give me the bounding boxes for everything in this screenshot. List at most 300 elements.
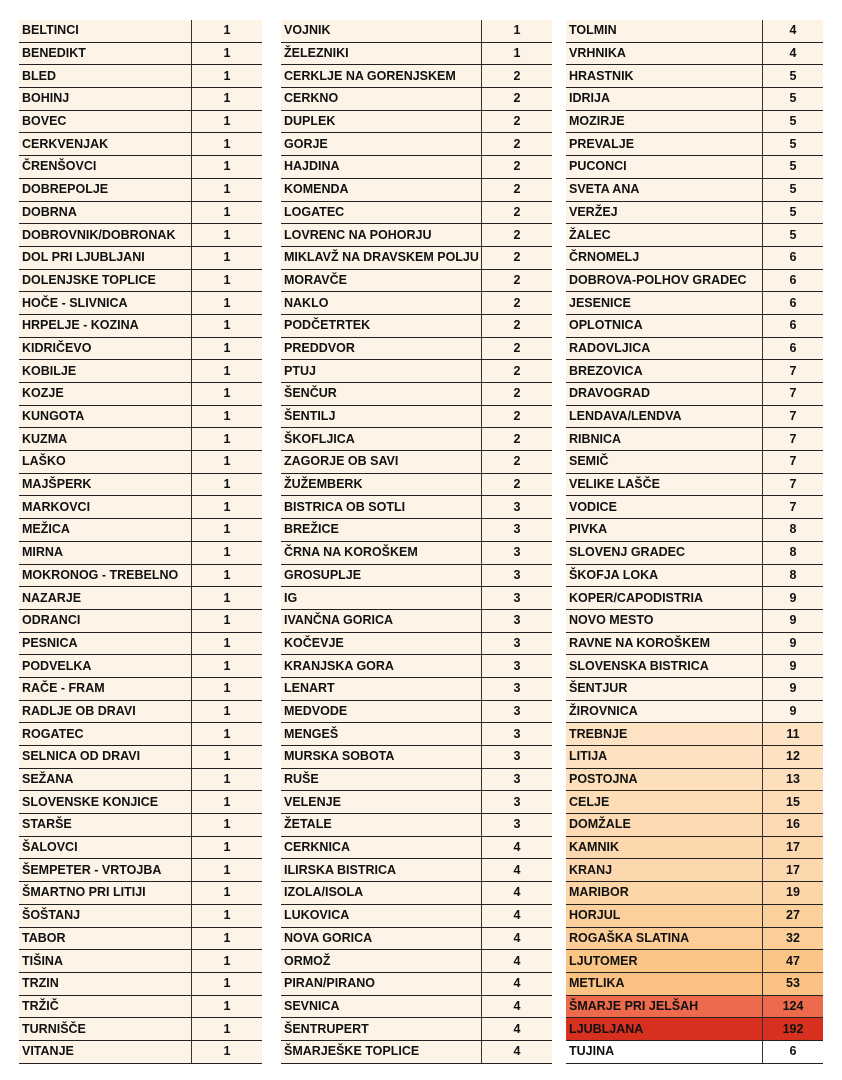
municipality-name: JESENICE bbox=[566, 292, 763, 315]
table-row bbox=[281, 360, 552, 383]
municipality-name: MARIBOR bbox=[566, 882, 763, 905]
table-row bbox=[566, 360, 823, 383]
table-row bbox=[566, 110, 823, 133]
municipality-name: VERŽEJ bbox=[566, 201, 763, 224]
table-row bbox=[566, 995, 823, 1018]
case-count: 1 bbox=[192, 246, 263, 269]
table-row bbox=[281, 814, 552, 837]
table-row bbox=[281, 246, 552, 269]
table-row bbox=[281, 519, 552, 542]
table-row bbox=[19, 700, 262, 723]
municipality-name: ŠENTILJ bbox=[281, 405, 482, 428]
case-count: 1 bbox=[192, 882, 263, 905]
table-column-2 bbox=[281, 20, 552, 1064]
table-row bbox=[19, 882, 262, 905]
municipality-name: VODICE bbox=[566, 496, 763, 519]
municipality-name: ŠMARJE PRI JELŠAH bbox=[566, 995, 763, 1018]
table-row bbox=[566, 337, 823, 360]
case-count: 4 bbox=[763, 42, 824, 65]
table-row bbox=[19, 655, 262, 678]
case-count: 7 bbox=[763, 451, 824, 474]
table-row bbox=[19, 904, 262, 927]
table-column-1 bbox=[19, 20, 262, 1064]
case-count: 1 bbox=[192, 700, 263, 723]
case-count: 2 bbox=[482, 246, 553, 269]
table-row bbox=[566, 814, 823, 837]
table-row bbox=[281, 632, 552, 655]
municipality-name: TIŠINA bbox=[19, 950, 192, 973]
municipality-name: MIKLAVŽ NA DRAVSKEM POLJU bbox=[281, 246, 482, 269]
case-count: 5 bbox=[763, 156, 824, 179]
table-row bbox=[566, 632, 823, 655]
case-count: 3 bbox=[482, 677, 553, 700]
table-row bbox=[281, 65, 552, 88]
table-row bbox=[19, 224, 262, 247]
table-row bbox=[19, 723, 262, 746]
municipality-name: NAKLO bbox=[281, 292, 482, 315]
case-count: 19 bbox=[763, 882, 824, 905]
table-row bbox=[281, 292, 552, 315]
municipality-name: TABOR bbox=[19, 927, 192, 950]
municipality-name: NAZARJE bbox=[19, 587, 192, 610]
municipality-table-1 bbox=[19, 20, 262, 1064]
table-row bbox=[281, 655, 552, 678]
municipality-name: ILIRSKA BISTRICA bbox=[281, 859, 482, 882]
table-row bbox=[566, 42, 823, 65]
municipality-name: SLOVENSKE KONJICE bbox=[19, 791, 192, 814]
table-row bbox=[19, 768, 262, 791]
table-row bbox=[19, 677, 262, 700]
case-count: 17 bbox=[763, 836, 824, 859]
case-count: 6 bbox=[763, 292, 824, 315]
table-row bbox=[19, 859, 262, 882]
municipality-name: PIVKA bbox=[566, 519, 763, 542]
case-count: 3 bbox=[482, 746, 553, 769]
case-count: 5 bbox=[763, 110, 824, 133]
table-row bbox=[566, 746, 823, 769]
table-row bbox=[19, 496, 262, 519]
municipality-name: STARŠE bbox=[19, 814, 192, 837]
table-row bbox=[19, 110, 262, 133]
municipality-name: MEDVODE bbox=[281, 700, 482, 723]
municipality-name: ŠENČUR bbox=[281, 383, 482, 406]
municipality-name: BELTINCI bbox=[19, 20, 192, 42]
municipality-name: BOVEC bbox=[19, 110, 192, 133]
case-count: 2 bbox=[482, 178, 553, 201]
municipality-name: ŠMARJEŠKE TOPLICE bbox=[281, 1040, 482, 1063]
municipality-name: RAČE - FRAM bbox=[19, 677, 192, 700]
municipality-name: ŠENTJUR bbox=[566, 677, 763, 700]
table-row bbox=[281, 836, 552, 859]
case-count: 3 bbox=[482, 519, 553, 542]
table-row bbox=[19, 201, 262, 224]
municipality-name: BLED bbox=[19, 65, 192, 88]
municipality-name: LOVRENC NA POHORJU bbox=[281, 224, 482, 247]
case-count: 1 bbox=[192, 110, 263, 133]
table-row bbox=[566, 791, 823, 814]
case-count: 1 bbox=[192, 677, 263, 700]
case-count: 1 bbox=[192, 950, 263, 973]
table-row bbox=[566, 383, 823, 406]
case-count: 2 bbox=[482, 451, 553, 474]
municipality-table-2 bbox=[281, 20, 552, 1064]
case-count: 2 bbox=[482, 337, 553, 360]
table-row bbox=[281, 337, 552, 360]
table-row bbox=[19, 814, 262, 837]
table-row bbox=[281, 496, 552, 519]
case-count: 5 bbox=[763, 88, 824, 111]
case-count: 2 bbox=[482, 224, 553, 247]
municipality-name: SVETA ANA bbox=[566, 178, 763, 201]
table-row bbox=[566, 178, 823, 201]
table-row bbox=[19, 995, 262, 1018]
table-row bbox=[19, 519, 262, 542]
case-count: 1 bbox=[482, 20, 553, 42]
case-count: 6 bbox=[763, 269, 824, 292]
case-count: 27 bbox=[763, 904, 824, 927]
case-count: 2 bbox=[482, 88, 553, 111]
municipality-name: CERKNICA bbox=[281, 836, 482, 859]
municipality-name: ČRENŠOVCI bbox=[19, 156, 192, 179]
table-row bbox=[566, 224, 823, 247]
municipality-name: RIBNICA bbox=[566, 428, 763, 451]
municipality-name: LJUBLJANA bbox=[566, 1018, 763, 1041]
table-row bbox=[281, 42, 552, 65]
case-count: 3 bbox=[482, 768, 553, 791]
municipality-name: MURSKA SOBOTA bbox=[281, 746, 482, 769]
municipality-name: ŠKOFJA LOKA bbox=[566, 564, 763, 587]
table-row bbox=[566, 541, 823, 564]
municipality-name: ŽIROVNICA bbox=[566, 700, 763, 723]
municipality-name: VELENJE bbox=[281, 791, 482, 814]
table-row bbox=[566, 246, 823, 269]
case-count: 9 bbox=[763, 609, 824, 632]
table-row bbox=[566, 269, 823, 292]
table-row bbox=[566, 405, 823, 428]
municipality-name: NOVA GORICA bbox=[281, 927, 482, 950]
municipality-name: HRASTNIK bbox=[566, 65, 763, 88]
municipality-name: LUKOVICA bbox=[281, 904, 482, 927]
municipality-name: IVANČNA GORICA bbox=[281, 609, 482, 632]
case-count: 5 bbox=[763, 65, 824, 88]
table-row bbox=[566, 768, 823, 791]
case-count: 4 bbox=[482, 904, 553, 927]
table-row bbox=[19, 360, 262, 383]
case-count: 2 bbox=[482, 428, 553, 451]
municipality-name: SLOVENSKA BISTRICA bbox=[566, 655, 763, 678]
municipality-name: TOLMIN bbox=[566, 20, 763, 42]
municipality-name: CELJE bbox=[566, 791, 763, 814]
municipality-name: ČRNA NA KOROŠKEM bbox=[281, 541, 482, 564]
municipality-name: ŽELEZNIKI bbox=[281, 42, 482, 65]
table-row bbox=[19, 383, 262, 406]
municipality-name: LENDAVA/LENDVA bbox=[566, 405, 763, 428]
case-count: 5 bbox=[763, 201, 824, 224]
municipality-name: MORAVČE bbox=[281, 269, 482, 292]
case-count: 1 bbox=[192, 1040, 263, 1063]
table-row bbox=[566, 700, 823, 723]
table-row bbox=[19, 292, 262, 315]
case-count: 2 bbox=[482, 292, 553, 315]
case-count: 7 bbox=[763, 383, 824, 406]
table-row bbox=[281, 609, 552, 632]
table-row bbox=[566, 428, 823, 451]
table-row bbox=[281, 746, 552, 769]
municipality-name: PODČETRTEK bbox=[281, 314, 482, 337]
municipality-name: ORMOŽ bbox=[281, 950, 482, 973]
case-count: 1 bbox=[192, 133, 263, 156]
case-count: 4 bbox=[763, 20, 824, 42]
case-count: 4 bbox=[482, 927, 553, 950]
municipality-name: DOBROVA-POLHOV GRADEC bbox=[566, 269, 763, 292]
table-row bbox=[19, 836, 262, 859]
municipality-name: MAJŠPERK bbox=[19, 473, 192, 496]
table-row bbox=[281, 473, 552, 496]
municipality-name: PTUJ bbox=[281, 360, 482, 383]
table-row bbox=[281, 1018, 552, 1041]
municipality-name: ŠALOVCI bbox=[19, 836, 192, 859]
municipality-name: IG bbox=[281, 587, 482, 610]
case-count: 7 bbox=[763, 496, 824, 519]
case-count: 1 bbox=[192, 859, 263, 882]
case-count: 2 bbox=[482, 133, 553, 156]
case-count: 1 bbox=[192, 88, 263, 111]
municipality-name: GROSUPLJE bbox=[281, 564, 482, 587]
municipality-name: PODVELKA bbox=[19, 655, 192, 678]
municipality-name: ŽUŽEMBERK bbox=[281, 473, 482, 496]
case-count: 2 bbox=[482, 201, 553, 224]
table-row bbox=[19, 972, 262, 995]
table-column-3 bbox=[566, 20, 823, 1064]
table-row bbox=[19, 1018, 262, 1041]
table-row bbox=[19, 609, 262, 632]
case-count: 1 bbox=[192, 519, 263, 542]
table-row bbox=[19, 950, 262, 973]
case-count: 2 bbox=[482, 405, 553, 428]
municipality-name: SEVNICA bbox=[281, 995, 482, 1018]
table-row bbox=[566, 882, 823, 905]
table-row bbox=[281, 927, 552, 950]
table-row bbox=[19, 314, 262, 337]
municipality-name: HORJUL bbox=[566, 904, 763, 927]
case-count: 7 bbox=[763, 360, 824, 383]
municipality-name: BISTRICA OB SOTLI bbox=[281, 496, 482, 519]
table-row bbox=[566, 65, 823, 88]
table-row bbox=[19, 156, 262, 179]
municipality-name: CERKNO bbox=[281, 88, 482, 111]
municipality-name: DOLENJSKE TOPLICE bbox=[19, 269, 192, 292]
municipality-name: SELNICA OD DRAVI bbox=[19, 746, 192, 769]
table-row bbox=[281, 904, 552, 927]
municipality-name: ODRANCI bbox=[19, 609, 192, 632]
table-row bbox=[19, 269, 262, 292]
municipality-name: BREZOVICA bbox=[566, 360, 763, 383]
table-row bbox=[281, 269, 552, 292]
table-row bbox=[19, 541, 262, 564]
case-count: 5 bbox=[763, 133, 824, 156]
case-count: 4 bbox=[482, 972, 553, 995]
case-count: 2 bbox=[482, 314, 553, 337]
case-count: 4 bbox=[482, 882, 553, 905]
table-row bbox=[566, 156, 823, 179]
municipality-name: LOGATEC bbox=[281, 201, 482, 224]
case-count: 2 bbox=[482, 269, 553, 292]
table-row bbox=[281, 882, 552, 905]
case-count: 13 bbox=[763, 768, 824, 791]
table-row bbox=[566, 314, 823, 337]
case-count: 2 bbox=[482, 383, 553, 406]
table-row bbox=[281, 88, 552, 111]
case-count: 1 bbox=[192, 20, 263, 42]
municipality-name: BOHINJ bbox=[19, 88, 192, 111]
case-count: 1 bbox=[192, 632, 263, 655]
case-count: 4 bbox=[482, 950, 553, 973]
case-count: 1 bbox=[192, 995, 263, 1018]
municipality-name: TUJINA bbox=[566, 1040, 763, 1063]
municipality-name: PREVALJE bbox=[566, 133, 763, 156]
table-row bbox=[566, 201, 823, 224]
case-count: 1 bbox=[192, 269, 263, 292]
municipality-name: LITIJA bbox=[566, 746, 763, 769]
case-count: 15 bbox=[763, 791, 824, 814]
municipality-name: ŠMARTNO PRI LITIJI bbox=[19, 882, 192, 905]
table-row bbox=[281, 700, 552, 723]
municipality-name: LJUTOMER bbox=[566, 950, 763, 973]
case-count: 7 bbox=[763, 405, 824, 428]
case-count: 4 bbox=[482, 1018, 553, 1041]
table-row bbox=[19, 337, 262, 360]
table-row bbox=[19, 42, 262, 65]
table-row bbox=[566, 859, 823, 882]
case-count: 3 bbox=[482, 655, 553, 678]
table-row bbox=[281, 451, 552, 474]
table-row bbox=[19, 246, 262, 269]
table-row bbox=[566, 927, 823, 950]
case-count: 1 bbox=[192, 314, 263, 337]
table-row bbox=[19, 632, 262, 655]
table-row bbox=[19, 791, 262, 814]
case-count: 1 bbox=[192, 224, 263, 247]
municipality-name: RUŠE bbox=[281, 768, 482, 791]
municipality-name: ŠEMPETER - VRTOJBA bbox=[19, 859, 192, 882]
municipality-name: OPLOTNICA bbox=[566, 314, 763, 337]
municipality-name: CERKVENJAK bbox=[19, 133, 192, 156]
case-count: 3 bbox=[482, 791, 553, 814]
municipality-name: ŠOŠTANJ bbox=[19, 904, 192, 927]
table-row bbox=[19, 587, 262, 610]
table-row bbox=[281, 133, 552, 156]
table-row bbox=[281, 972, 552, 995]
case-count: 1 bbox=[192, 65, 263, 88]
case-count: 47 bbox=[763, 950, 824, 973]
table-row bbox=[281, 156, 552, 179]
table-row bbox=[566, 292, 823, 315]
municipality-name: PESNICA bbox=[19, 632, 192, 655]
municipality-name: MIRNA bbox=[19, 541, 192, 564]
case-count: 1 bbox=[192, 836, 263, 859]
table-row bbox=[566, 20, 823, 42]
municipality-table-3 bbox=[566, 20, 823, 1064]
case-count: 1 bbox=[192, 428, 263, 451]
case-count: 1 bbox=[192, 337, 263, 360]
case-count: 9 bbox=[763, 700, 824, 723]
municipality-name: KOBILJE bbox=[19, 360, 192, 383]
municipality-name: ŽALEC bbox=[566, 224, 763, 247]
table-row bbox=[19, 405, 262, 428]
table-row bbox=[281, 178, 552, 201]
table-row bbox=[19, 428, 262, 451]
case-count: 8 bbox=[763, 564, 824, 587]
case-count: 1 bbox=[192, 42, 263, 65]
case-count: 1 bbox=[192, 156, 263, 179]
case-count: 6 bbox=[763, 246, 824, 269]
case-count: 1 bbox=[192, 564, 263, 587]
table-row bbox=[566, 587, 823, 610]
municipality-name: IZOLA/ISOLA bbox=[281, 882, 482, 905]
case-count: 9 bbox=[763, 655, 824, 678]
case-count: 2 bbox=[482, 65, 553, 88]
municipality-name: PIRAN/PIRANO bbox=[281, 972, 482, 995]
municipality-name: KAMNIK bbox=[566, 836, 763, 859]
table-row bbox=[281, 950, 552, 973]
municipality-name: KRANJ bbox=[566, 859, 763, 882]
municipality-name: RADLJE OB DRAVI bbox=[19, 700, 192, 723]
case-count: 1 bbox=[482, 42, 553, 65]
table-row bbox=[19, 746, 262, 769]
table-row bbox=[281, 405, 552, 428]
case-count: 4 bbox=[482, 995, 553, 1018]
municipality-name: DOBREPOLJE bbox=[19, 178, 192, 201]
table-row bbox=[19, 65, 262, 88]
municipality-name: LENART bbox=[281, 677, 482, 700]
case-count: 1 bbox=[192, 655, 263, 678]
case-count: 53 bbox=[763, 972, 824, 995]
case-count: 9 bbox=[763, 632, 824, 655]
case-count: 7 bbox=[763, 473, 824, 496]
case-count: 1 bbox=[192, 496, 263, 519]
case-count: 3 bbox=[482, 496, 553, 519]
municipality-name: KIDRIČEVO bbox=[19, 337, 192, 360]
table-row bbox=[566, 723, 823, 746]
municipality-name: TURNIŠČE bbox=[19, 1018, 192, 1041]
case-count: 1 bbox=[192, 541, 263, 564]
case-count: 2 bbox=[482, 156, 553, 179]
case-count: 3 bbox=[482, 609, 553, 632]
table-row bbox=[281, 428, 552, 451]
municipality-name: TRZIN bbox=[19, 972, 192, 995]
table-row bbox=[566, 655, 823, 678]
municipality-name: PREDDVOR bbox=[281, 337, 482, 360]
case-count: 4 bbox=[482, 836, 553, 859]
case-count: 11 bbox=[763, 723, 824, 746]
table-row bbox=[566, 451, 823, 474]
table-row bbox=[19, 451, 262, 474]
municipality-name: SEŽANA bbox=[19, 768, 192, 791]
municipality-name: METLIKA bbox=[566, 972, 763, 995]
municipality-name: VOJNIK bbox=[281, 20, 482, 42]
case-count: 3 bbox=[482, 541, 553, 564]
case-count: 5 bbox=[763, 178, 824, 201]
table-row bbox=[281, 201, 552, 224]
table-row bbox=[281, 314, 552, 337]
case-count: 1 bbox=[192, 609, 263, 632]
table-row bbox=[566, 972, 823, 995]
case-count: 1 bbox=[192, 451, 263, 474]
municipality-name: HRPELJE - KOZINA bbox=[19, 314, 192, 337]
municipality-name: KUZMA bbox=[19, 428, 192, 451]
table-row bbox=[281, 564, 552, 587]
municipality-name: KUNGOTA bbox=[19, 405, 192, 428]
